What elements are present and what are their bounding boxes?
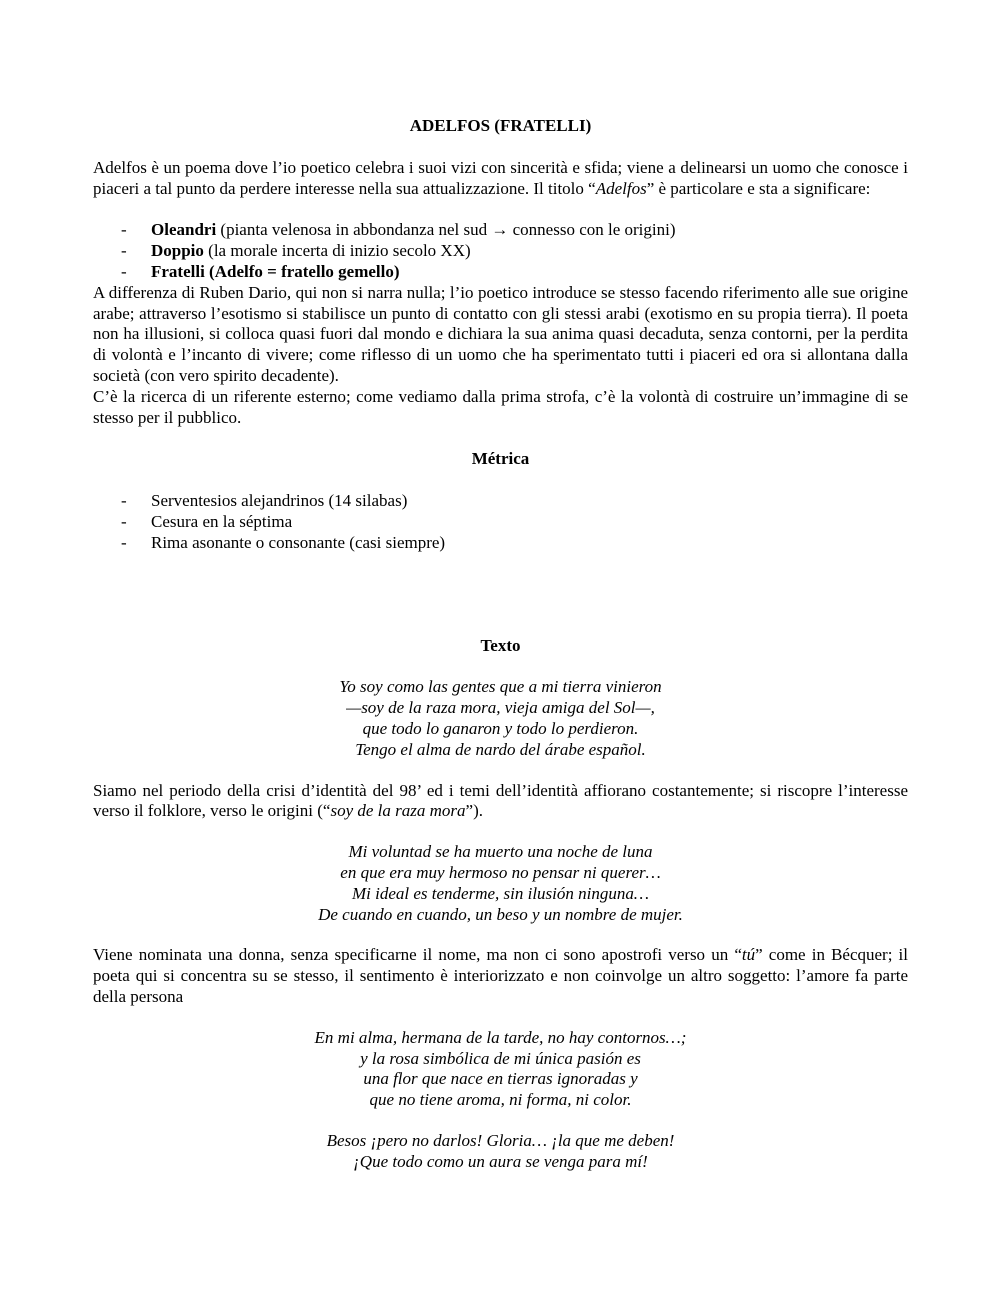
- document-title: ADELFOS (FRATELLI): [409, 116, 592, 135]
- poem-line: que todo lo ganaron y todo lo perdieron.: [362, 718, 639, 738]
- list-item: - Serventesios alejandrinos (14 silabas): [121, 491, 408, 511]
- dario-paragraph: A differenza di Ruben Dario, qui non si narra nulla; l’io poetico introduce se stesso facendo riferimento alle sue origine arabe; attraverso l’esotismo si stabilisce un punto di contatto con gli stessi arabi (exotismo en su propia tierra). Il poeta non ha illusioni, si colloca quasi fuori dal mondo e dichiara la sua anima quasi decaduta, senza contorni, per la perdita di volontà e l’incanto di vivere; come riflesso di un uomo che ha sperimentato tutti i piaceri ed ora si allontana dalla società (con vero spirito decadente).: [93, 282, 908, 385]
- poem-line: y la rosa simbólica de mi única pasión es: [360, 1048, 641, 1068]
- list-item: - Doppio (la morale incerta di inizio secolo XX): [121, 241, 471, 261]
- poem-line: Mi ideal es tenderme, sin ilusión ninguna…: [351, 883, 649, 903]
- poem-stanza-2: [93, 842, 908, 925]
- referente-paragraph: C’è la ricerca di un riferente esterno; come vediamo dalla prima strofa, c’è la volontà di costruire un’immagine di se stesso per il pubblico.: [93, 386, 908, 427]
- list-item: - Oleandri (pianta velenosa in abbondanza nel sud → connesso con le origini): [121, 220, 676, 240]
- poem-line: Tengo el alma de nardo del árabe español.: [355, 739, 646, 759]
- comment-paragraph-2: Viene nominata una donna, senza specificarne il nome, ma non ci sono apostrofi verso un “tú” come in Bécquer; il poeta qui si concentra su se stesso, il sentimento è interiorizzato e non coinvolge un altro soggetto: l’amore fa parte della persona: [93, 945, 909, 1006]
- list-item: - Cesura en la séptima: [121, 511, 293, 531]
- poem-line: que no tiene aroma, ni forma, ni color.: [369, 1090, 632, 1110]
- poem-line: En mi alma, hermana de la tarde, no hay contornos…;: [314, 1027, 687, 1047]
- texto-heading: Texto: [480, 635, 521, 655]
- poem-line: Mi voluntad se ha muerto una noche de luna: [348, 842, 653, 862]
- comment-paragraph-1: Siamo nel periodo della crisi d’identità del 98’ ed i temi dell’identità affiorano costantemente; si riscopre l’interesse verso il folklore, verso le origini (“soy de la raza mora”).: [93, 780, 908, 821]
- poem-stanza-4: [93, 1131, 908, 1173]
- poem-line: ¡Que todo como un aura se venga para mí!: [353, 1151, 648, 1171]
- poem-stanza-1: [93, 677, 908, 760]
- poem-line: —soy de la raza mora, vieja amiga del Sol—,: [346, 698, 655, 718]
- list-item: - Rima asonante o consonante (casi siempre): [121, 532, 446, 552]
- poem-line: en que era muy hermoso no pensar ni querer…: [340, 862, 661, 882]
- poem-line: una flor que nace en tierras ignoradas y: [363, 1069, 638, 1089]
- metrica-list: [93, 491, 908, 553]
- intro-paragraph: Adelfos è un poema dove l’io poetico celebra i suoi vizi con sincerità e sfida; viene a delinearsi un uomo che conosce i piaceri a tal punto da perdere interesse nella sua attualizzazione. Il titolo “Adelfos” è particolare e sta a significare:: [93, 157, 908, 198]
- poem-line: Besos ¡pero no darlos! Gloria… ¡la que me deben!: [326, 1130, 675, 1150]
- list-item: - Fratelli (Adelfo = fratello gemello): [121, 261, 400, 281]
- meanings-list: [93, 220, 908, 282]
- metrica-heading: Métrica: [471, 449, 530, 469]
- poem-stanza-3: [93, 1028, 908, 1111]
- poem-line: Yo soy como las gentes que a mi tierra vinieron: [339, 677, 662, 697]
- poem-line: De cuando en cuando, un beso y un nombre de mujer.: [318, 904, 683, 924]
